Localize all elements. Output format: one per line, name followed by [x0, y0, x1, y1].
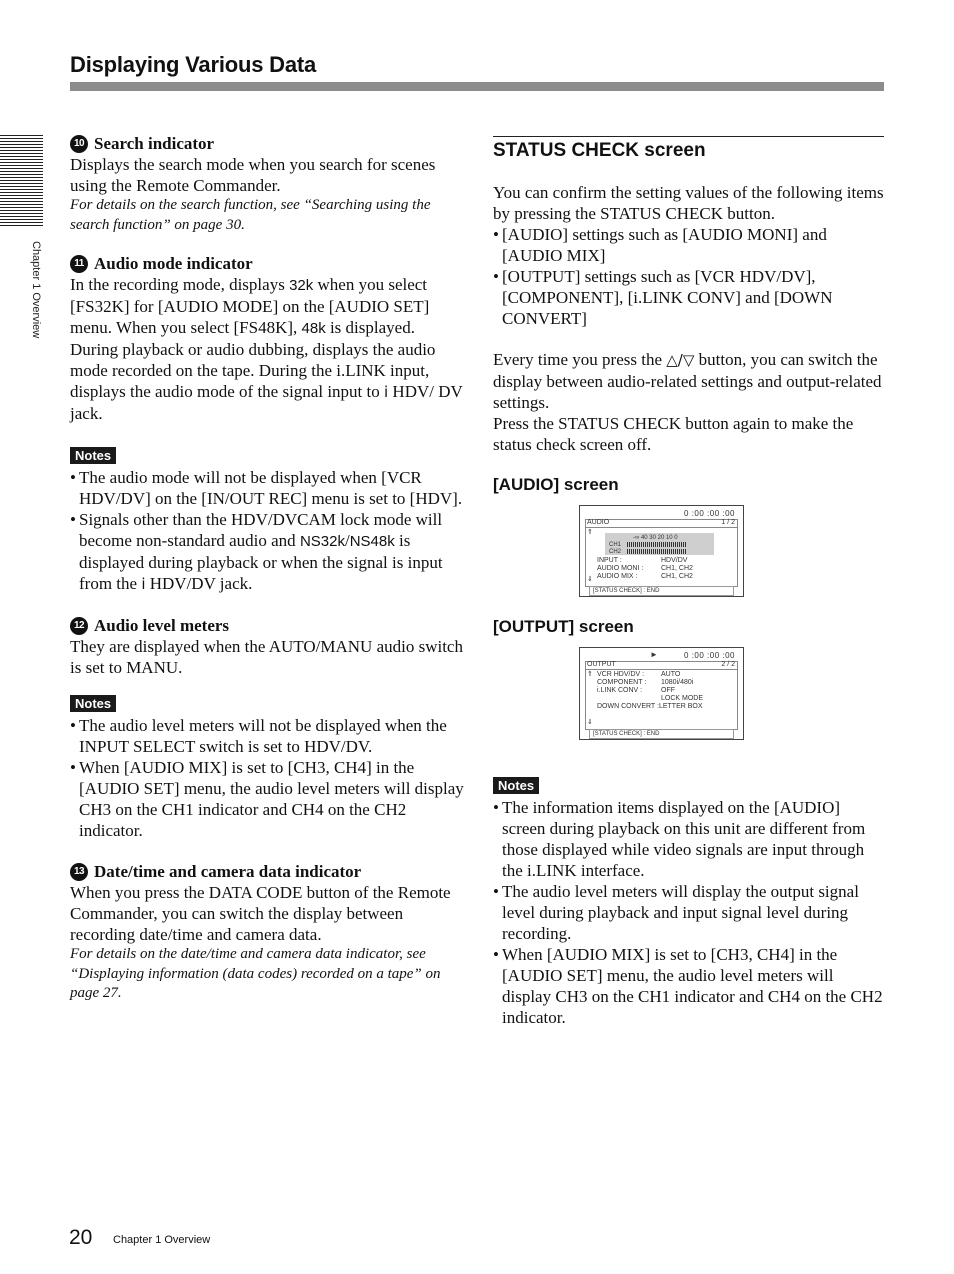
paragraph: Every time you press the △/▽ button, you can switch the display between audio-related settings and output-related settings.	[493, 350, 882, 412]
ilink-icon: i	[141, 575, 146, 593]
notes-label: Notes	[70, 695, 116, 712]
audio-screen-figure	[579, 505, 744, 597]
screen-row: i.LINK CONV : OFF	[597, 687, 675, 694]
screen-title: AUDIO	[587, 519, 610, 526]
notes-list	[70, 467, 465, 595]
screen-row: AUDIO MONI : CH1, CH2	[597, 565, 693, 572]
timecode: 0 :00 :00 :00	[684, 651, 735, 660]
notes-label: Notes	[70, 447, 116, 464]
screen-footer: [STATUS CHECK] : END	[589, 586, 734, 596]
chapter-tab-marker	[0, 135, 43, 227]
screen-row: INPUT : HDV/DV	[597, 557, 688, 564]
output-screen-figure	[579, 647, 744, 740]
settings-list	[493, 224, 884, 329]
list-item: • [AUDIO] settings such as [AUDIO MONI] and [AUDIO MIX]	[493, 224, 884, 266]
notes-list	[493, 797, 884, 1028]
section-title: STATUS CHECK screen	[493, 136, 884, 162]
left-column	[70, 133, 465, 1004]
timecode: 0 :00 :00 :00	[684, 509, 735, 518]
meter-channel-label: CH2	[609, 549, 622, 555]
screen-row: VCR HDV/DV : AUTO	[597, 671, 681, 678]
list-item: • The audio mode will not be displayed when [VCR HDV/DV] on the [IN/OUT REC] menu is set to [HDV].	[70, 467, 465, 509]
item-title: Audio level meters	[94, 616, 230, 635]
intro-paragraph: You can confirm the setting values of the following items by pressing the STATUS CHECK button.	[493, 183, 884, 223]
audio-32k-icon: 32k	[289, 277, 314, 294]
cross-reference: For details on the search function, see “Searching using the search function” on page 30.	[70, 197, 431, 233]
up-down-arrow-icon: △/▽	[666, 351, 695, 369]
item-title: Search indicator	[94, 134, 215, 153]
notes-label: Notes	[493, 777, 539, 794]
screen-row: LOCK MODE	[661, 695, 704, 702]
screen-row: AUDIO MIX : CH1, CH2	[597, 573, 693, 580]
item-heading-date-time-indicator	[70, 861, 465, 882]
scroll-up-icon: ⇑	[587, 671, 593, 678]
meter-scale: -∞ 40 30 20 10 0	[633, 535, 678, 541]
list-item: • The audio level meters will not be displayed when the INPUT SELECT switch is set to HDV/DV.	[70, 715, 465, 757]
scroll-down-icon: ⇓	[587, 719, 593, 726]
meter-bar-ch1	[627, 542, 687, 547]
screen-row: DOWN CONVERT :LETTER BOX	[597, 703, 703, 710]
ilink-icon: i	[384, 383, 389, 401]
header-rule	[70, 82, 884, 91]
ns32k-icon: NS32k	[299, 533, 345, 550]
ns48k-icon: NS48k	[349, 533, 395, 550]
page-title: Displaying Various Data	[70, 52, 317, 77]
audio-level-meter	[605, 533, 714, 555]
paragraph: Press the STATUS CHECK button again to make the status check screen off.	[493, 414, 854, 454]
item-body: Displays the search mode when you search for scenes using the Remote Commander.	[70, 155, 436, 195]
play-icon: ►	[650, 650, 658, 659]
page-number: 20	[69, 1226, 93, 1249]
side-chapter-label: Chapter 1 Overview	[30, 241, 42, 339]
list-item: • When [AUDIO MIX] is set to [CH3, CH4] in the [AUDIO SET] menu, the audio level meters will display CH3 on the CH1 indicator and CH4 on the CH2 indicator.	[493, 944, 884, 1028]
meter-bar-ch2	[627, 549, 687, 554]
list-item: • [OUTPUT] settings such as [VCR HDV/DV], [COMPONENT], [i.LINK CONV] and [DOWN CONVERT]	[493, 266, 884, 329]
scroll-down-icon: ⇓	[587, 576, 593, 583]
item-number-badge: 10	[70, 135, 88, 153]
item-body: In the recording mode, displays 32k when you select [FS32K] for [AUDIO MODE] on the [AUDIO SET] menu. When you select [FS48K], 48k is displayed. During playback or audio dubbing, displays the audio mode recorded on the tape. During the i.LINK input, displays the audio mode of the signal input to i HDV/ DV jack.	[70, 275, 463, 423]
item-title: Audio mode indicator	[94, 254, 253, 273]
item-body: They are displayed when the AUTO/MANU audio switch is set to MANU.	[70, 637, 463, 677]
notes-list	[70, 715, 465, 841]
footer-chapter-label: Chapter 1 Overview	[113, 1234, 211, 1246]
screen-page: 1 / 2	[721, 519, 735, 526]
audio-screen-title: [AUDIO] screen	[493, 475, 619, 494]
item-title: Date/time and camera data indicator	[94, 862, 362, 881]
item-heading-audio-level-meters	[70, 615, 465, 636]
audio-48k-icon: 48k	[301, 320, 326, 337]
list-item: • The audio level meters will display the output signal level during playback and input signal level during recording.	[493, 881, 884, 944]
scroll-up-icon: ⇑	[587, 529, 593, 536]
output-screen-title: [OUTPUT] screen	[493, 617, 634, 636]
list-item: • Signals other than the HDV/DVCAM lock mode will become non-standard audio and NS32k/NS48k is displayed during playback or when the signal is input from the i HDV/DV jack.	[70, 509, 465, 595]
cross-reference: For details on the date/time and camera data indicator, see “Displaying information (data codes) recorded on a tape” on page 27.	[70, 946, 441, 1001]
right-column	[493, 136, 884, 1028]
item-number-badge: 13	[70, 863, 88, 881]
meter-channel-label: CH1	[609, 542, 622, 548]
screen-footer: [STATUS CHECK] : END	[589, 729, 734, 739]
screen-title: OUTPUT	[587, 661, 616, 668]
list-item: • The information items displayed on the [AUDIO] screen during playback on this unit are different from those displayed while video signals are input through the i.LINK interface.	[493, 797, 884, 881]
list-item: • When [AUDIO MIX] is set to [CH3, CH4] in the [AUDIO SET] menu, the audio level meters will display CH3 on the CH1 indicator and CH4 on the CH2 indicator.	[70, 757, 465, 841]
item-number-badge: 11	[70, 255, 88, 273]
item-heading-audio-mode-indicator	[70, 253, 465, 274]
screen-row: COMPONENT : 1080i/480i	[597, 679, 694, 686]
item-body: When you press the DATA CODE button of the Remote Commander, you can switch the display between recording date/time and camera data.	[70, 883, 451, 944]
item-heading-search-indicator	[70, 133, 465, 154]
screen-page: 2 / 2	[721, 661, 735, 668]
item-number-badge: 12	[70, 617, 88, 635]
